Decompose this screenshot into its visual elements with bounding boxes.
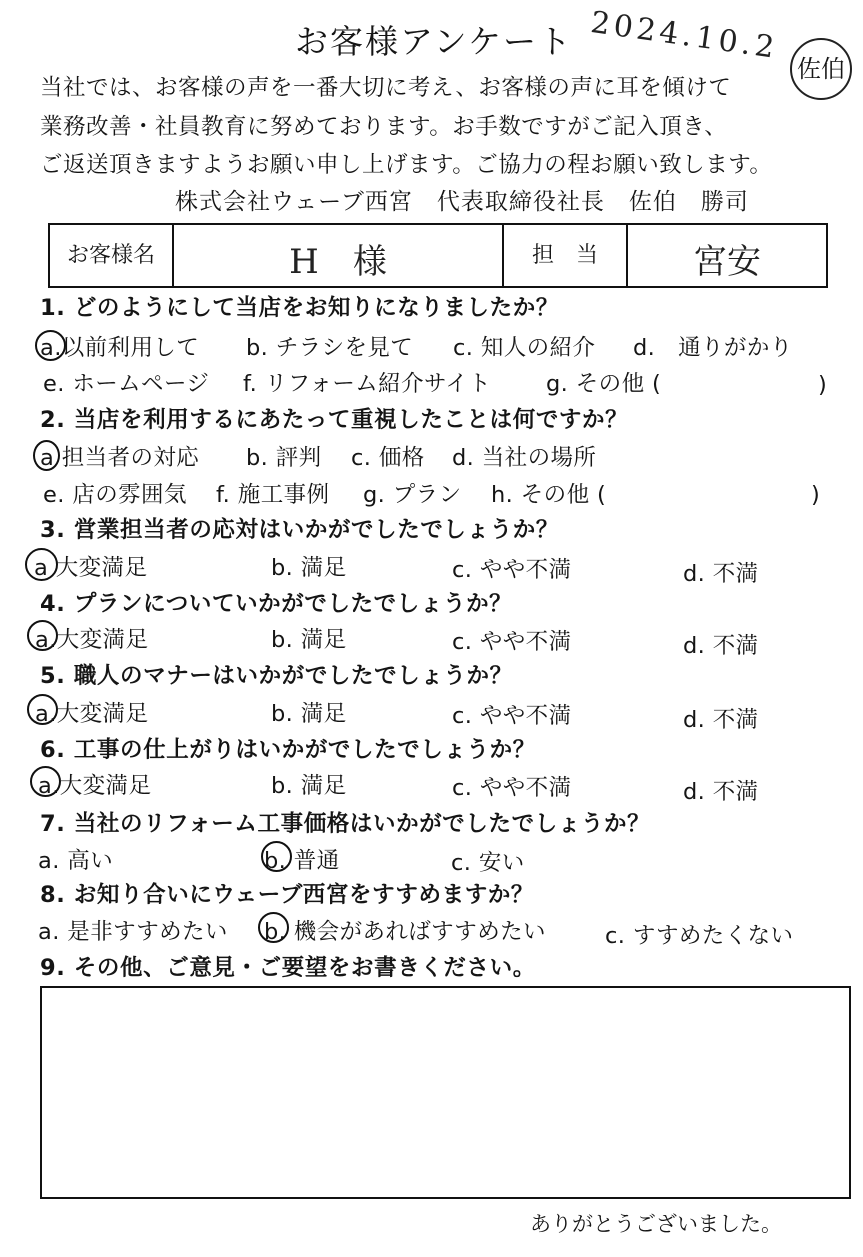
intro-line-3: ご返送頂きますようお願い申し上げます。ご協力の程お願い致します。 <box>40 152 773 178</box>
q2-option-g[interactable]: g. プラン <box>363 482 462 508</box>
question-5: 5. 職人のマナーはいかがでしたでしょうか？ <box>40 663 513 689</box>
q1-selection-circle <box>35 330 66 361</box>
q4-option-a[interactable]: a.大変満足 <box>35 627 149 653</box>
customer-name-value: H 様 <box>289 242 387 282</box>
comment-textarea[interactable] <box>40 986 851 1199</box>
question-6: 6. 工事の仕上がりはいかがでしたでしょうか？ <box>40 737 536 763</box>
q4-option-d[interactable]: d. 不満 <box>683 633 759 659</box>
staff-name-value: 宮安 <box>693 242 761 282</box>
intro-line-1: 当社では、お客様の声を一番大切に考え、お客様の声に耳を傾けて <box>40 75 732 101</box>
q2-option-e[interactable]: e. 店の雰囲気 <box>43 482 187 508</box>
question-1: 1. どのようにして当店をお知りになりましたか？ <box>40 295 559 321</box>
handwritten-date: 2024.10.2 <box>588 5 781 66</box>
q1-option-d[interactable]: d. 通りがかり <box>633 335 793 361</box>
question-8: 8. お知り合いにウェーブ西宮をすすめますか？ <box>40 882 535 908</box>
q2-option-a[interactable]: a 担当者の対応 <box>40 445 200 471</box>
q3-option-a[interactable]: a 大変満足 <box>34 555 148 581</box>
q1-option-g-close: ) <box>818 372 828 398</box>
customer-info-table <box>48 223 828 288</box>
company-line: 株式会社ウェーブ西宮 代表取締役社長 佐伯 勝司 <box>175 189 749 215</box>
q2-option-c[interactable]: c. 価格 <box>351 445 425 471</box>
staff-label: 担 当 <box>504 225 628 286</box>
q3-option-b[interactable]: b. 満足 <box>271 555 347 581</box>
question-4: 4. プランについていかがでしたでしょうか？ <box>40 591 513 617</box>
q2-option-b[interactable]: b. 評判 <box>246 445 322 471</box>
question-3: 3. 営業担当者の応対はいかがでしたでしょうか？ <box>40 517 559 543</box>
q7-option-c[interactable]: c. 安い <box>451 850 525 876</box>
q1-option-f[interactable]: f. リフォーム紹介サイト <box>243 371 492 397</box>
customer-name-field[interactable] <box>174 225 504 286</box>
q2-option-h[interactable]: h. その他 ( <box>491 482 607 508</box>
q2-option-h-close: ) <box>811 482 821 508</box>
q8-option-a[interactable]: a. 是非すすめたい <box>38 919 228 945</box>
q8-option-c[interactable]: c. すすめたくない <box>605 923 794 949</box>
q5-option-a[interactable]: a.大変満足 <box>35 701 149 727</box>
q1-option-b[interactable]: b. チラシを見て <box>246 335 414 361</box>
page-title: お客様アンケート <box>295 22 574 61</box>
q3-option-c[interactable]: c. やや不満 <box>452 557 572 583</box>
seal-stamp: 佐伯 <box>790 38 852 100</box>
q5-option-d[interactable]: d. 不満 <box>683 707 759 733</box>
q6-option-a[interactable]: a.大変満足 <box>38 773 152 799</box>
question-7: 7. 当社のリフォーム工事価格はいかがでしたでしょうか？ <box>40 811 651 837</box>
q6-option-d[interactable]: d. 不満 <box>683 779 759 805</box>
question-9: 9. その他、ご意見・ご要望をお書きください。 <box>40 955 536 981</box>
intro-line-2: 業務改善・社員教育に努めております。お手数ですがご記入頂き、 <box>40 114 728 140</box>
q7-option-a[interactable]: a. 高い <box>38 848 114 874</box>
q5-option-c[interactable]: c. やや不満 <box>452 703 572 729</box>
staff-name-field[interactable] <box>628 225 826 286</box>
q1-option-g[interactable]: g. その他 ( <box>546 371 662 397</box>
q7-option-b[interactable]: b. 普通 <box>264 848 340 874</box>
q2-selection-circle <box>33 440 60 471</box>
q4-option-c[interactable]: c. やや不満 <box>452 629 572 655</box>
q6-option-b[interactable]: b. 満足 <box>271 773 347 799</box>
q8-option-b[interactable]: b. 機会があればすすめたい <box>264 919 546 945</box>
q3-option-d[interactable]: d. 不満 <box>683 561 759 587</box>
thank-you-text: ありがとうございました。 <box>530 1212 782 1236</box>
q2-option-f[interactable]: f. 施工事例 <box>216 482 330 508</box>
q1-option-e[interactable]: e. ホームページ <box>43 371 210 397</box>
q5-option-b[interactable]: b. 満足 <box>271 701 347 727</box>
question-2: 2. 当店を利用するにあたって重視したことは何ですか？ <box>40 407 629 433</box>
q4-option-b[interactable]: b. 満足 <box>271 627 347 653</box>
q1-option-c[interactable]: c. 知人の紹介 <box>453 335 596 361</box>
q6-option-c[interactable]: c. やや不満 <box>452 775 572 801</box>
q1-option-a[interactable]: a.以前利用して <box>40 335 200 361</box>
q2-option-d[interactable]: d. 当社の場所 <box>452 445 597 471</box>
customer-label: お客様名 <box>50 225 174 286</box>
